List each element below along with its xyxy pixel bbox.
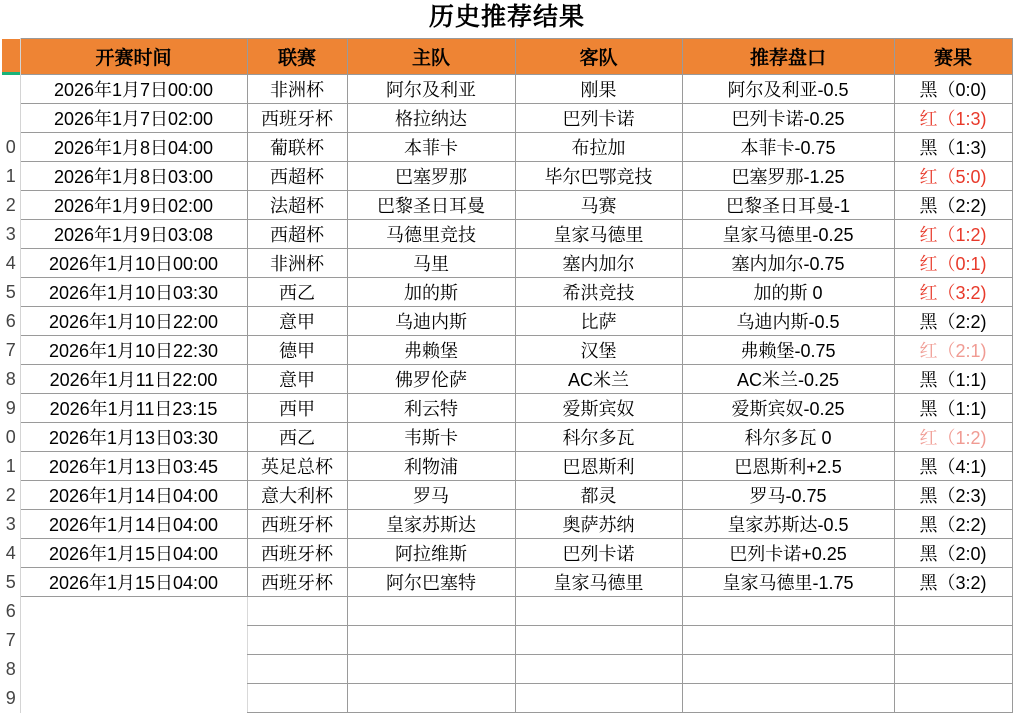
cell-time: 2026年1月11日22:00 <box>20 365 247 394</box>
cell-pick: 巴塞罗那-1.25 <box>682 162 894 191</box>
table-row[interactable] <box>2 336 1012 365</box>
cell-time: 2026年1月14日04:00 <box>20 510 247 539</box>
cell-time: 2026年1月15日04:00 <box>20 539 247 568</box>
row-number: 3 <box>2 220 20 249</box>
cell-time: 2026年1月11日23:15 <box>20 394 247 423</box>
cell-away: 比萨 <box>515 307 682 336</box>
empty-cell <box>247 655 347 684</box>
empty-cell <box>20 597 247 626</box>
empty-cell <box>894 655 1012 684</box>
cell-time: 2026年1月9日02:00 <box>20 191 247 220</box>
cell-home: 皇家苏斯达 <box>347 510 515 539</box>
table-row[interactable] <box>2 162 1012 191</box>
cell-pick: 巴列卡诺+0.25 <box>682 539 894 568</box>
table-row[interactable] <box>2 75 1012 104</box>
cell-time: 2026年1月8日04:00 <box>20 133 247 162</box>
empty-cell <box>682 626 894 655</box>
cell-pick: 阿尔及利亚-0.5 <box>682 75 894 104</box>
cell-away: 汉堡 <box>515 336 682 365</box>
cell-result: 红（3:2) <box>894 278 1012 307</box>
row-number: 0 <box>2 423 20 452</box>
cell-away: 布拉加 <box>515 133 682 162</box>
cell-league: 西班牙杯 <box>247 104 347 133</box>
cell-away: 都灵 <box>515 481 682 510</box>
empty-cell <box>347 684 515 713</box>
history-results-table <box>2 38 1013 713</box>
empty-cell <box>894 597 1012 626</box>
cell-result: 黑（2:2) <box>894 510 1012 539</box>
cell-league: 西班牙杯 <box>247 568 347 597</box>
cell-home: 加的斯 <box>347 278 515 307</box>
cell-pick: 皇家马德里-0.25 <box>682 220 894 249</box>
empty-row[interactable] <box>2 626 1012 655</box>
row-number: 9 <box>2 394 20 423</box>
table-row[interactable] <box>2 394 1012 423</box>
cell-time: 2026年1月7日00:00 <box>20 75 247 104</box>
cell-result: 红（0:1) <box>894 249 1012 278</box>
cell-home: 罗马 <box>347 481 515 510</box>
cell-league: 西超杯 <box>247 220 347 249</box>
cell-result: 黑（2:2) <box>894 191 1012 220</box>
row-number: 6 <box>2 597 20 626</box>
cell-league: 西班牙杯 <box>247 510 347 539</box>
empty-cell <box>20 626 247 655</box>
cell-time: 2026年1月13日03:30 <box>20 423 247 452</box>
cell-result: 黑（1:3) <box>894 133 1012 162</box>
table-row[interactable] <box>2 133 1012 162</box>
cell-time: 2026年1月7日02:00 <box>20 104 247 133</box>
empty-cell <box>515 626 682 655</box>
row-number-header <box>2 39 20 75</box>
row-number: 8 <box>2 365 20 394</box>
cell-pick: 弗赖堡-0.75 <box>682 336 894 365</box>
row-number: 2 <box>2 191 20 220</box>
cell-result: 红（1:2) <box>894 220 1012 249</box>
cell-away: 希洪竞技 <box>515 278 682 307</box>
table-row[interactable] <box>2 365 1012 394</box>
empty-cell <box>347 626 515 655</box>
cell-league: 法超杯 <box>247 191 347 220</box>
column-header-away[interactable]: 客队 <box>515 39 682 75</box>
empty-cell <box>347 655 515 684</box>
cell-away: 皇家马德里 <box>515 220 682 249</box>
column-header-league[interactable]: 联赛 <box>247 39 347 75</box>
cell-pick: 皇家马德里-1.75 <box>682 568 894 597</box>
cell-home: 利云特 <box>347 394 515 423</box>
cell-result: 黑（2:2) <box>894 307 1012 336</box>
empty-cell <box>20 684 247 713</box>
table-row[interactable] <box>2 568 1012 597</box>
cell-league: 德甲 <box>247 336 347 365</box>
cell-time: 2026年1月10日03:30 <box>20 278 247 307</box>
row-number: 7 <box>2 336 20 365</box>
cell-time: 2026年1月14日04:00 <box>20 481 247 510</box>
cell-result: 黑（4:1) <box>894 452 1012 481</box>
table-row[interactable] <box>2 423 1012 452</box>
cell-home: 佛罗伦萨 <box>347 365 515 394</box>
empty-cell <box>247 684 347 713</box>
cell-home: 格拉纳达 <box>347 104 515 133</box>
cell-result: 黑（0:0) <box>894 75 1012 104</box>
cell-result: 黑（2:0) <box>894 539 1012 568</box>
row-number: 5 <box>2 568 20 597</box>
table-body <box>2 75 1012 713</box>
row-number: 4 <box>2 249 20 278</box>
cell-pick: 巴列卡诺-0.25 <box>682 104 894 133</box>
empty-cell <box>515 684 682 713</box>
row-number: 7 <box>2 626 20 655</box>
empty-row[interactable] <box>2 655 1012 684</box>
cell-result: 红（2:1) <box>894 336 1012 365</box>
table-row[interactable] <box>2 481 1012 510</box>
cell-away: 皇家马德里 <box>515 568 682 597</box>
row-number: 5 <box>2 278 20 307</box>
cell-away: 塞内加尔 <box>515 249 682 278</box>
cell-away: 刚果 <box>515 75 682 104</box>
cell-time: 2026年1月15日04:00 <box>20 568 247 597</box>
cell-league: 英足总杯 <box>247 452 347 481</box>
empty-cell <box>515 655 682 684</box>
row-number: 0 <box>2 133 20 162</box>
cell-time: 2026年1月10日00:00 <box>20 249 247 278</box>
cell-away: 奥萨苏纳 <box>515 510 682 539</box>
cell-home: 韦斯卡 <box>347 423 515 452</box>
cell-home: 巴黎圣日耳曼 <box>347 191 515 220</box>
table-header-row <box>2 39 1012 75</box>
cell-home: 阿尔巴塞特 <box>347 568 515 597</box>
empty-cell <box>347 597 515 626</box>
cell-pick: 皇家苏斯达-0.5 <box>682 510 894 539</box>
cell-result: 黑（3:2) <box>894 568 1012 597</box>
empty-row[interactable] <box>2 597 1012 626</box>
cell-pick: 罗马-0.75 <box>682 481 894 510</box>
cell-league: 西班牙杯 <box>247 539 347 568</box>
cell-home: 利物浦 <box>347 452 515 481</box>
empty-cell <box>894 684 1012 713</box>
cell-pick: 巴黎圣日耳曼-1 <box>682 191 894 220</box>
page-title: 历史推荐结果 <box>428 3 585 31</box>
cell-away: AC米兰 <box>515 365 682 394</box>
row-number: 4 <box>2 539 20 568</box>
cell-home: 马里 <box>347 249 515 278</box>
cell-pick: 巴恩斯利+2.5 <box>682 452 894 481</box>
cell-league: 西甲 <box>247 394 347 423</box>
table-row[interactable] <box>2 220 1012 249</box>
column-header-home[interactable]: 主队 <box>347 39 515 75</box>
cell-result: 黑（1:1) <box>894 394 1012 423</box>
table-row[interactable] <box>2 249 1012 278</box>
empty-cell <box>20 655 247 684</box>
cell-home: 阿尔及利亚 <box>347 75 515 104</box>
cell-home: 马德里竞技 <box>347 220 515 249</box>
cell-home: 乌迪内斯 <box>347 307 515 336</box>
row-number: 1 <box>2 162 20 191</box>
cell-time: 2026年1月10日22:30 <box>20 336 247 365</box>
cell-league: 非洲杯 <box>247 75 347 104</box>
cell-away: 巴列卡诺 <box>515 539 682 568</box>
column-header-pick[interactable]: 推荐盘口 <box>682 39 894 75</box>
cell-away: 毕尔巴鄂竞技 <box>515 162 682 191</box>
empty-cell <box>515 597 682 626</box>
empty-cell <box>682 684 894 713</box>
cell-away: 爱斯宾奴 <box>515 394 682 423</box>
cell-home: 本菲卡 <box>347 133 515 162</box>
cell-home: 弗赖堡 <box>347 336 515 365</box>
cell-result: 红（1:2) <box>894 423 1012 452</box>
cell-pick: 爱斯宾奴-0.25 <box>682 394 894 423</box>
cell-home: 阿拉维斯 <box>347 539 515 568</box>
cell-pick: 科尔多瓦 0 <box>682 423 894 452</box>
cell-league: 意大利杯 <box>247 481 347 510</box>
row-number: 3 <box>2 510 20 539</box>
table-row[interactable] <box>2 539 1012 568</box>
table-row[interactable] <box>2 510 1012 539</box>
empty-cell <box>894 626 1012 655</box>
table-row[interactable] <box>2 191 1012 220</box>
row-number: 6 <box>2 307 20 336</box>
empty-cell <box>247 597 347 626</box>
table-row[interactable] <box>2 452 1012 481</box>
cell-away: 科尔多瓦 <box>515 423 682 452</box>
cell-pick: 塞内加尔-0.75 <box>682 249 894 278</box>
empty-row[interactable] <box>2 684 1012 713</box>
cell-time: 2026年1月10日22:00 <box>20 307 247 336</box>
row-number <box>2 75 20 104</box>
cell-pick: 加的斯 0 <box>682 278 894 307</box>
table-row[interactable] <box>2 104 1012 133</box>
cell-result: 红（5:0) <box>894 162 1012 191</box>
cell-league: 非洲杯 <box>247 249 347 278</box>
row-number: 1 <box>2 452 20 481</box>
cell-pick: 乌迪内斯-0.5 <box>682 307 894 336</box>
cell-pick: 本菲卡-0.75 <box>682 133 894 162</box>
empty-cell <box>682 597 894 626</box>
column-header-result[interactable]: 赛果 <box>894 39 1012 75</box>
table-row[interactable] <box>2 278 1012 307</box>
row-number: 2 <box>2 481 20 510</box>
cell-result: 红（1:3) <box>894 104 1012 133</box>
cell-time: 2026年1月9日03:08 <box>20 220 247 249</box>
row-number <box>2 104 20 133</box>
cell-away: 巴恩斯利 <box>515 452 682 481</box>
empty-cell <box>682 655 894 684</box>
cell-league: 西乙 <box>247 423 347 452</box>
cell-league: 葡联杯 <box>247 133 347 162</box>
cell-league: 西乙 <box>247 278 347 307</box>
column-header-time[interactable]: 开赛时间 <box>20 39 247 75</box>
cell-league: 意甲 <box>247 307 347 336</box>
empty-cell <box>247 626 347 655</box>
cell-pick: AC米兰-0.25 <box>682 365 894 394</box>
row-number: 9 <box>2 684 20 713</box>
cell-league: 意甲 <box>247 365 347 394</box>
cell-home: 巴塞罗那 <box>347 162 515 191</box>
cell-away: 巴列卡诺 <box>515 104 682 133</box>
cell-result: 黑（1:1) <box>894 365 1012 394</box>
table-row[interactable] <box>2 307 1012 336</box>
cell-time: 2026年1月8日03:00 <box>20 162 247 191</box>
cell-time: 2026年1月13日03:45 <box>20 452 247 481</box>
cell-league: 西超杯 <box>247 162 347 191</box>
cell-result: 黑（2:3) <box>894 481 1012 510</box>
row-number: 8 <box>2 655 20 684</box>
cell-away: 马赛 <box>515 191 682 220</box>
